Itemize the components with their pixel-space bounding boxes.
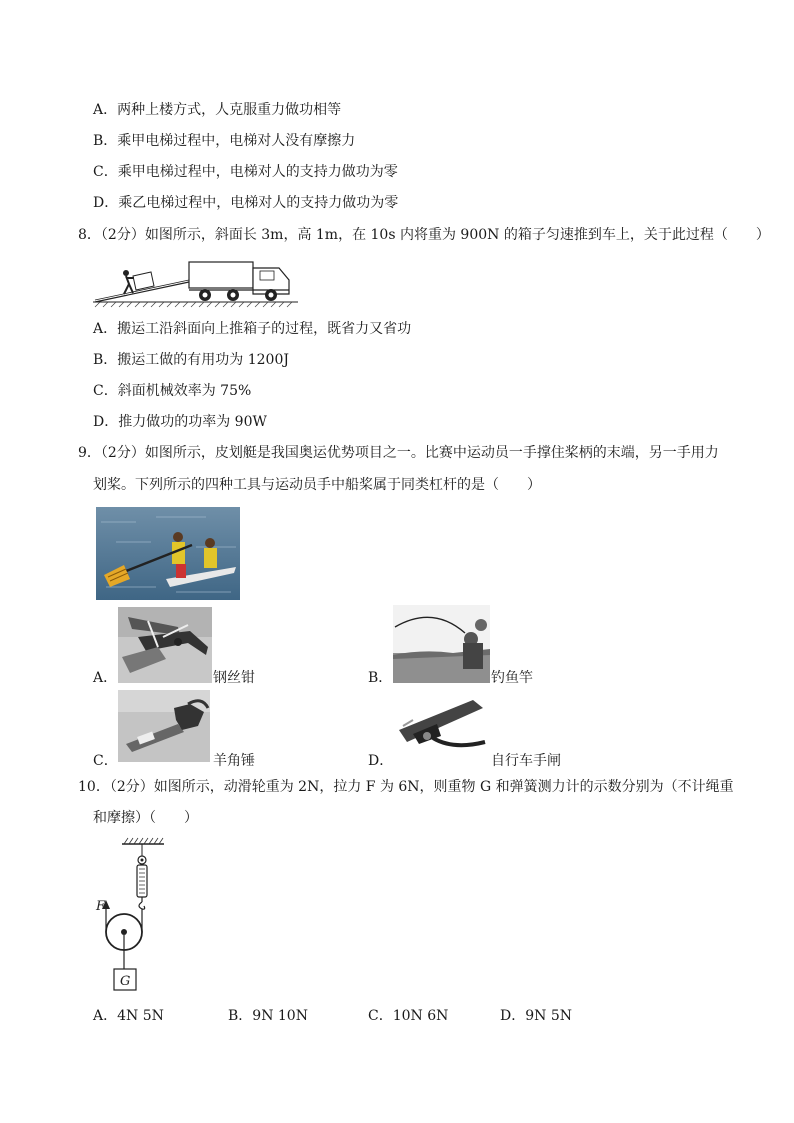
q10-option-c: C．10N 6N <box>368 1008 449 1024</box>
pulley-spring-scale-figure <box>92 836 172 996</box>
q9-stem-line2: 划桨。下列所示的四种工具与运动员手中船桨属于同类杠杆的是（ ） <box>93 477 541 493</box>
pliers-photo <box>118 607 212 683</box>
weight-label: G <box>120 974 131 989</box>
q7-option-a: A．两种上楼方式，人克服重力做功相等 <box>93 102 342 118</box>
bike-brake-photo <box>393 690 490 762</box>
q9-option-a-letter: A． <box>93 670 118 686</box>
q9-option-a-caption: 钢丝钳 <box>213 670 255 686</box>
q8-ramp-truck-figure <box>93 256 298 308</box>
claw-hammer-photo <box>118 690 210 762</box>
q10-option-a: A．4N 5N <box>93 1008 164 1024</box>
q10-stem-line1: 10．（2分）如图所示，动滑轮重为 2N，拉力 F 为 6N，则重物 G 和弹簧测力计的示数分别为（不计绳重 <box>78 779 734 795</box>
q10-option-d: D．9N 5N <box>500 1008 572 1024</box>
fishing-rod-photo <box>393 605 490 683</box>
q7-option-d: D．乘乙电梯过程中，电梯对人的支持力做功为零 <box>93 195 399 211</box>
q10-stem-line2: 和摩擦）（ ） <box>93 810 198 826</box>
q9-option-c-caption: 羊角锤 <box>213 753 255 769</box>
q8-option-c: C．斜面机械效率为 75% <box>93 383 252 399</box>
q10-option-b: B．9N 10N <box>228 1008 308 1024</box>
q9-option-d-caption: 自行车手闸 <box>491 753 561 769</box>
q9-option-d-letter: D． <box>368 753 394 769</box>
q8-option-d: D．推力做功的功率为 90W <box>93 414 267 430</box>
q8-stem: 8．（2分）如图所示，斜面长 3m，高 1m，在 10s 内将重为 900N 的箱子匀速推到车上，关于此过程（ ） <box>78 227 770 243</box>
q8-option-b: B．搬运工做的有用功为 1200J <box>93 352 289 368</box>
q7-option-c: C．乘甲电梯过程中，电梯对人的支持力做功为零 <box>93 164 398 180</box>
q8-option-a: A．搬运工沿斜面向上推箱子的过程，既省力又省功 <box>93 321 412 337</box>
kayak-photo <box>96 507 240 600</box>
force-label: F <box>96 899 106 914</box>
q9-option-b-letter: B． <box>368 670 393 686</box>
q9-option-b-caption: 钓鱼竿 <box>491 670 533 686</box>
q9-stem-line1: 9．（2分）如图所示，皮划艇是我国奥运优势项目之一。比赛中运动员一手撑住桨柄的末端，另一手用力 <box>78 445 719 461</box>
q7-option-b: B．乘甲电梯过程中，电梯对人没有摩擦力 <box>93 133 356 149</box>
q9-option-c-letter: C． <box>93 753 118 769</box>
